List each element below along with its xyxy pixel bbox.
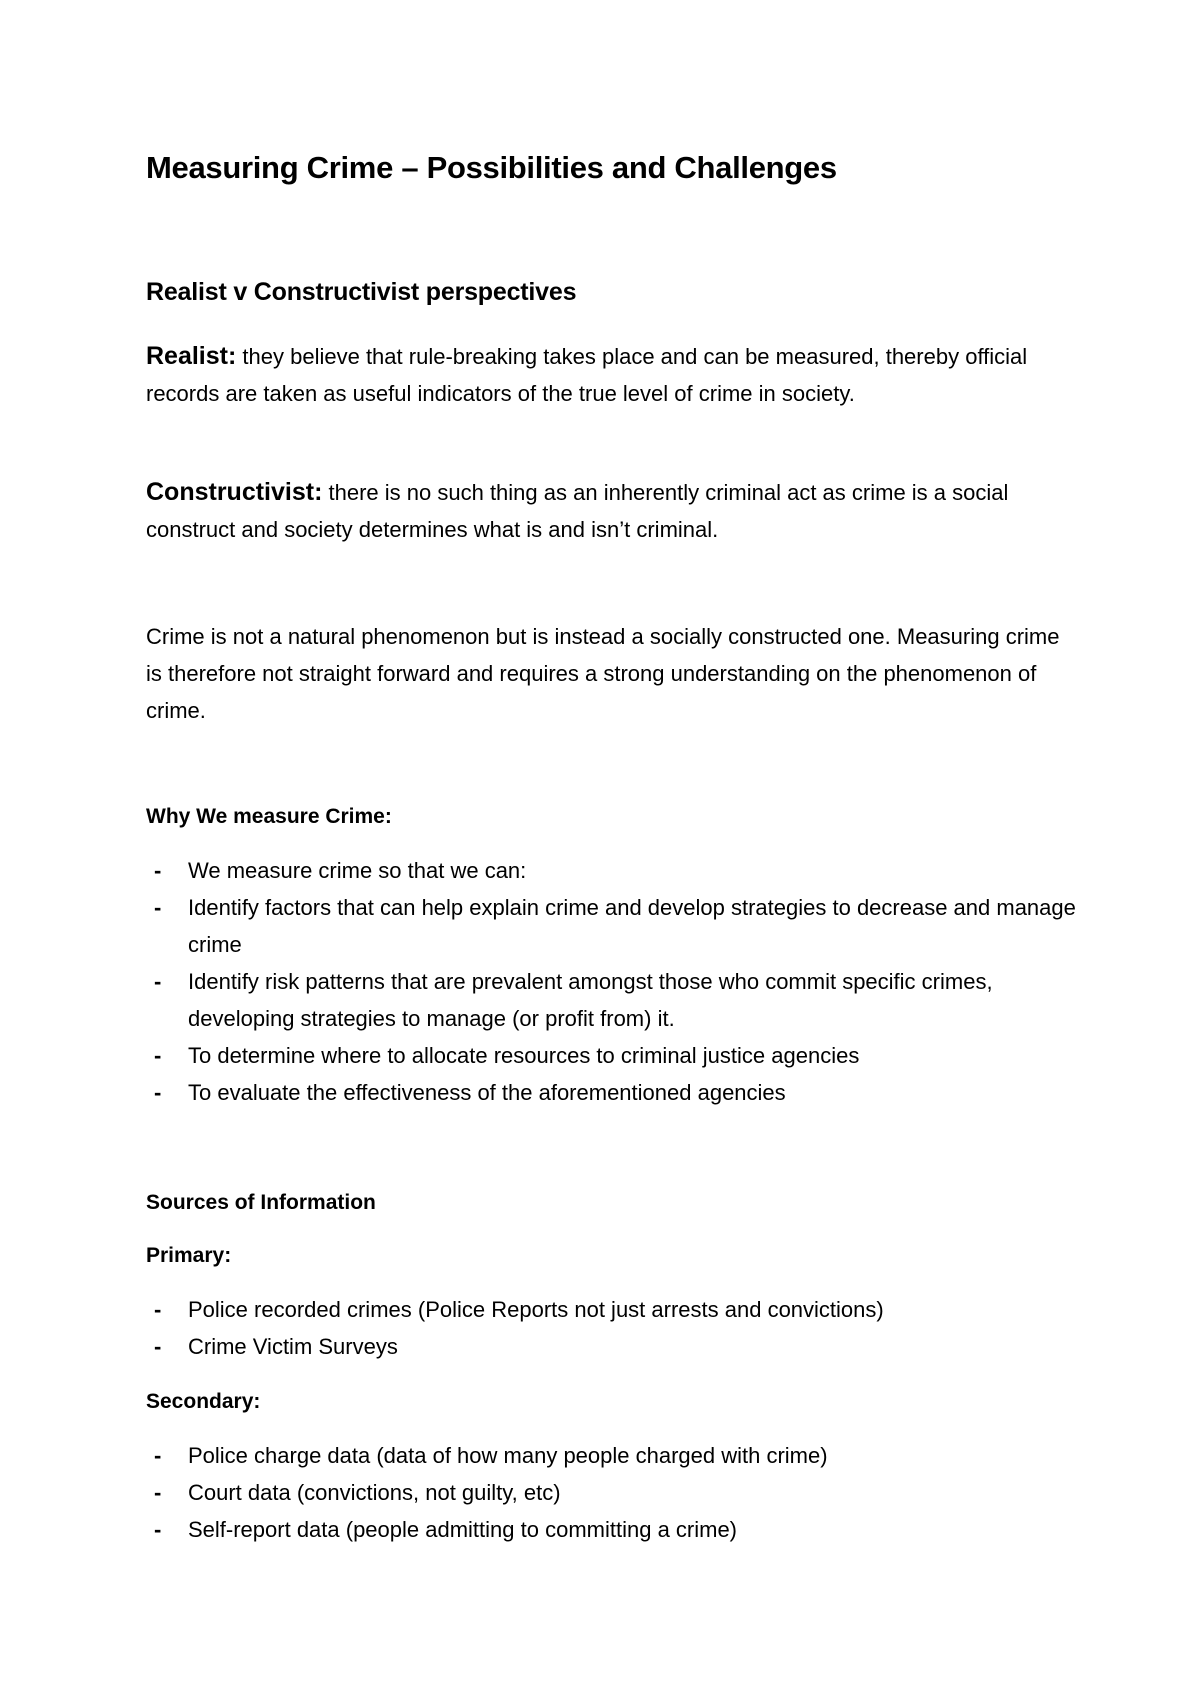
dash-marker: - (154, 1043, 162, 1068)
intro-paragraph: Crime is not a natural phenomenon but is instead a socially constructed one. Measuring crime is therefore not straight forward and requires a strong understanding on the phenomenon of crime. (146, 624, 1060, 723)
list-item: - Court data (convictions, not guilty, etc) (146, 1474, 1086, 1511)
primary-list (146, 1291, 1086, 1365)
list-item: - Police recorded crimes (Police Reports not just arrests and convictions) (146, 1291, 1086, 1328)
constructivist-paragraph (146, 474, 1076, 548)
list-item: - Identify risk patterns that are prevalent amongst those who commit specific crimes, developing strategies to manage (or profit from) it. (146, 963, 1086, 1037)
secondary-list (146, 1437, 1086, 1548)
list-item: - Identify factors that can help explain crime and develop strategies to decrease and manage crime (146, 889, 1086, 963)
why-measure-heading: Why We measure Crime: (146, 805, 392, 828)
list-item: - We measure crime so that we can: (146, 852, 1086, 889)
dash-marker: - (154, 1297, 162, 1322)
constructivist-term: Constructivist: (146, 478, 323, 506)
dash-marker: - (154, 1334, 162, 1359)
dash-marker: - (154, 1517, 162, 1542)
constructivist-text: there is no such thing as an inherently criminal act as crime is a social construct and society determines what is and isn’t criminal. (146, 480, 1009, 542)
dash-marker: - (154, 895, 162, 920)
list-item: - To determine where to allocate resources to criminal justice agencies (146, 1037, 1086, 1074)
realist-text: they believe that rule-breaking takes place and can be measured, thereby official records are taken as useful indicators of the true level of crime in society. (146, 344, 1028, 406)
secondary-label: Secondary: (146, 1390, 261, 1413)
why-measure-list (146, 852, 1086, 1111)
dash-marker: - (154, 1080, 162, 1105)
realist-paragraph (146, 338, 1076, 412)
document-title: Measuring Crime – Possibilities and Challenges (146, 150, 837, 185)
primary-label: Primary: (146, 1244, 232, 1267)
dash-marker: - (154, 858, 162, 883)
list-item: - Police charge data (data of how many people charged with crime) (146, 1437, 1086, 1474)
list-item: - To evaluate the effectiveness of the aforementioned agencies (146, 1074, 1086, 1111)
realist-term: Realist: (146, 342, 237, 370)
dash-marker: - (154, 1480, 162, 1505)
perspectives-heading: Realist v Constructivist perspectives (146, 278, 577, 306)
list-item: - Crime Victim Surveys (146, 1328, 1086, 1365)
dash-marker: - (154, 969, 162, 994)
dash-marker: - (154, 1443, 162, 1468)
sources-heading: Sources of Information (146, 1191, 376, 1214)
list-item: - Self-report data (people admitting to committing a crime) (146, 1511, 1086, 1548)
